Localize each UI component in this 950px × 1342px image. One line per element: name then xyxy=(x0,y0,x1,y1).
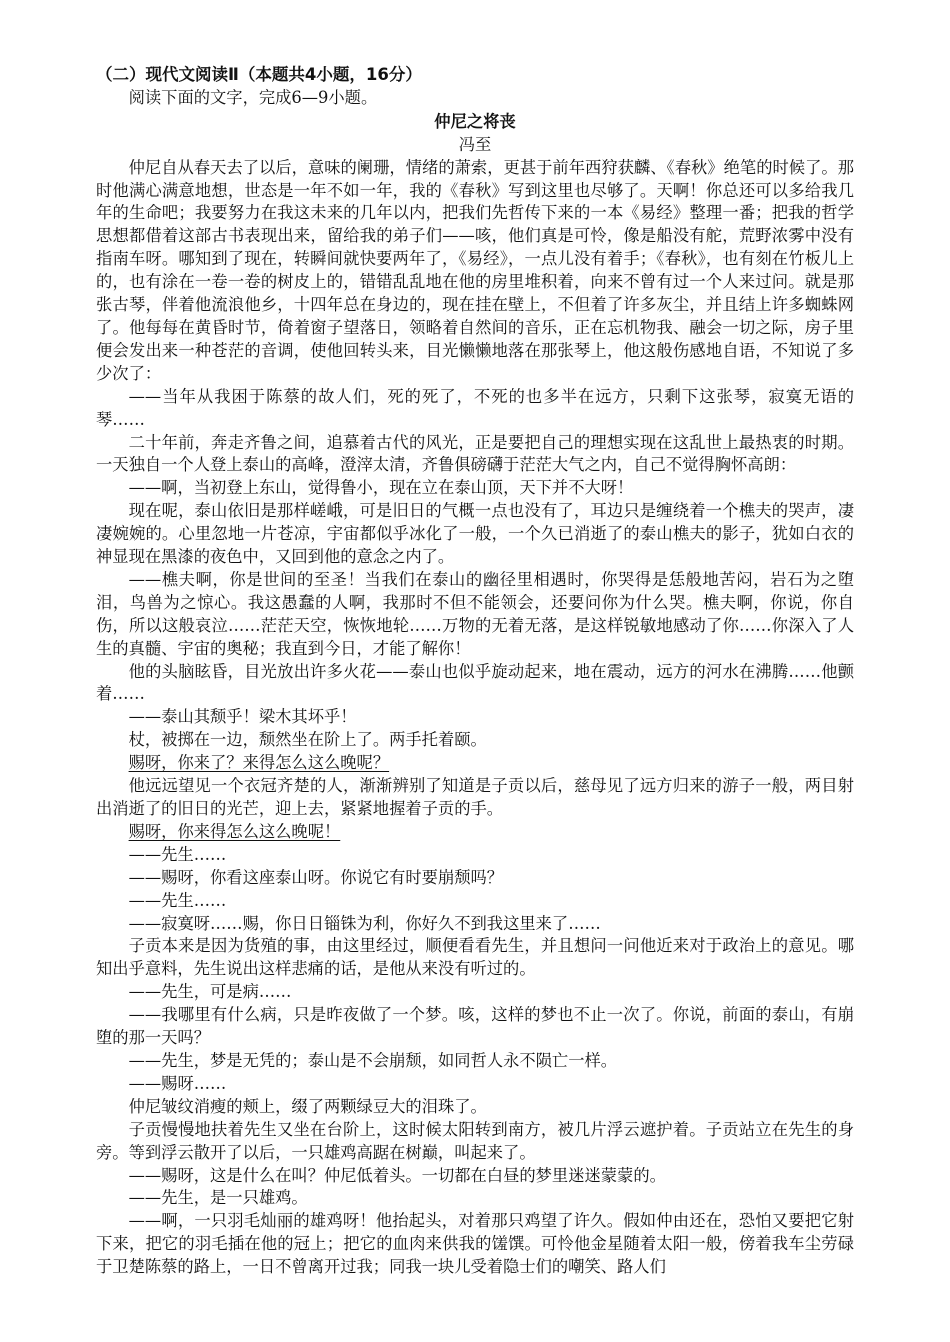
paragraph: ——赐呀，你看这座泰山呀。你说它有时要崩颓吗？ xyxy=(128,867,504,887)
paragraph: ——泰山其颓乎！梁木其坏乎！ xyxy=(128,707,357,727)
underlined-sentence xyxy=(96,821,854,844)
paragraph: ——我哪里有什么病，只是昨夜做了一个梦。咳，这样的梦也不止一次了。你说，前面的泰山，有崩堕的那一天吗？ xyxy=(96,1005,854,1048)
underlined-sentence xyxy=(96,752,854,775)
paragraph: 他的头脑眩昏，目光放出许多火花——泰山也似乎旋动起来，地在震动，远方的河水在沸腾……他颤着…… xyxy=(96,661,854,704)
article-body xyxy=(96,157,854,1279)
paragraph: 仲尼皱纹消瘦的颊上，缀了两颗绿豆大的泪珠了。 xyxy=(128,1096,487,1116)
paragraph: ——赐呀，这是什么在叫？仲尼低着头。一切都在白昼的梦里迷迷蒙蒙的。 xyxy=(128,1165,666,1185)
paragraph: ——寂寞呀……赐，你日日锱铢为利，你好久不到我这里来了…… xyxy=(128,913,601,933)
paragraph: ——啊，一只羽毛灿丽的雄鸡呀！他抬起头，对着那只鸡望了许久。假如仲由还在，恐怕又要把它射下来，把它的羽毛插在他的冠上；把它的血肉来供我的馐馔。可怜他金星随着太阳一般，傍着我车尘劳碌于卫楚陈蔡的路上，一日不曾离开过我；同我一块儿受着隐士们的嘲笑、路人们 xyxy=(96,1211,854,1277)
paragraph: ——樵夫啊，你是世间的至圣！当我们在泰山的幽径里相遇时，你哭得是恁般地苦闷，岩石为之堕泪，鸟兽为之惊心。我这愚蠢的人啊，我那时不但不能领会，还要问你为什么哭。樵夫啊，你说，你自伤，所以这般哀泣……茫茫天空，恢恢地轮……万物的无着无落，是这样锐敏地感动了你……你深入了人生的真髓、宇宙的奥秘；我直到今日，才能了解你！ xyxy=(96,569,854,658)
reading-instruction: 阅读下面的文字，完成6—9小题。 xyxy=(128,87,378,107)
section-heading xyxy=(96,64,854,87)
section-label: （二）现代文阅读Ⅱ xyxy=(96,65,239,84)
underlined-text: 赐呀，你来了？来得怎么这么晚呢？ xyxy=(128,753,390,773)
paragraph: 杖，被掷在一边，颓然坐在阶上了。两手托着颐。 xyxy=(128,730,487,750)
paragraph: ——赐呀…… xyxy=(128,1073,227,1093)
paragraph: ——先生…… xyxy=(128,890,227,910)
paragraph: 仲尼自从春天去了以后，意味的阑珊，情绪的萧索，更甚于前年西狩获麟、《春秋》绝笔的时候了。那时他满心满意地想，世态是一年不如一年，我的《春秋》写到这里也尽够了。天啊！你总还可以多给我几年的生命吧；我要努力在我这未来的几年以内，把我们先哲传下来的一本《易经》整理一番；把我的哲学思想都借着这部古书表现出来，留给我的弟子们——咳，他们真是可怜，像是船没有舵，荒野浓雾中没有指南车呀。哪知到了现在，转瞬间就快要两年了，《易经》，一点儿没有着手；《春秋》，也有刻在竹板儿上的，也有涂在一卷一卷的树皮上的，错错乱乱地在他的房里堆积着，向来不曾有过一个人来过问。就是那张古琴，伴着他流浪他乡，十四年总在身边的，现在挂在壁上，不但着了许多灰尘，并且结上许多蜘蛛网了。他每每在黄昏时节，倚着窗子望落日，领略着自然间的音乐，正在忘机物我、融会一切之际，房子里便会发出来一种苍茫的音调，使他回转头来，目光懒懒地落在那张琴上，他这般伤感地自语，不知说了多少次了： xyxy=(96,157,854,383)
paragraph: 现在呢，泰山依旧是那样嵯峨，可是旧日的气概一点也没有了，耳边只是缠绕着一个樵夫的哭声，凄凄婉婉的。心里忽地一片苍凉，宇宙都似乎冰化了一般，一个久已消逝了的泰山樵夫的影子，犹如白衣的神显现在黑漆的夜色中，又回到他的意念之内了。 xyxy=(96,501,854,567)
paragraph: 子贡慢慢地扶着先生又坐在台阶上，这时候太阳转到南方，被几片浮云遮护着。子贡站立在先生的身旁。等到浮云散开了以后，一只雄鸡高踞在树巅，叫起来了。 xyxy=(96,1119,854,1162)
paragraph: 他远远望见一个衣冠齐楚的人，渐渐辨别了知道是子贡以后，慈母见了远方归来的游子一般，两目射出消逝了的旧日的光芒，迎上去，紧紧地握着子贡的手。 xyxy=(96,776,854,818)
paragraph: ——先生，可是病…… xyxy=(128,982,292,1002)
paragraph: ——先生…… xyxy=(128,844,227,864)
underlined-text: 赐呀，你来得怎么这么晚呢！ xyxy=(128,821,341,841)
article-author: 冯至 xyxy=(458,134,492,154)
paragraph: ——啊，当初登上东山，觉得鲁小，现在立在泰山顶，天下并不大呀！ xyxy=(128,478,634,498)
section-score-note: （本题共4小题，16分） xyxy=(238,65,422,84)
paragraph: ——先生，梦是无凭的；泰山是不会崩颓，如同哲人永不陨亡一样。 xyxy=(128,1050,618,1070)
article-title: 仲尼之将丧 xyxy=(434,111,516,131)
paragraph: ——先生，是一只雄鸡。 xyxy=(128,1188,308,1208)
paragraph: 二十年前，奔走齐鲁之间，追慕着古代的风光，正是要把自己的理想实现在这乱世上最热衷的时期。一天独自一个人登上泰山的高峰，澄滓太清，齐鲁俱磅礴于茫茫大气之内，自己不觉得胸怀高朗： xyxy=(96,432,854,475)
paragraph: ——当年从我困于陈蔡的故人们，死的死了，不死的也多半在远方，只剩下这张琴，寂寞无语的琴…… xyxy=(96,386,854,429)
paragraph: 子贡本来是因为货殖的事，由这里经过，顺便看看先生，并且想问一问他近来对于政治上的意见。哪知出乎意料，先生说出这样悲痛的话，是他从来没有听过的。 xyxy=(96,936,854,979)
